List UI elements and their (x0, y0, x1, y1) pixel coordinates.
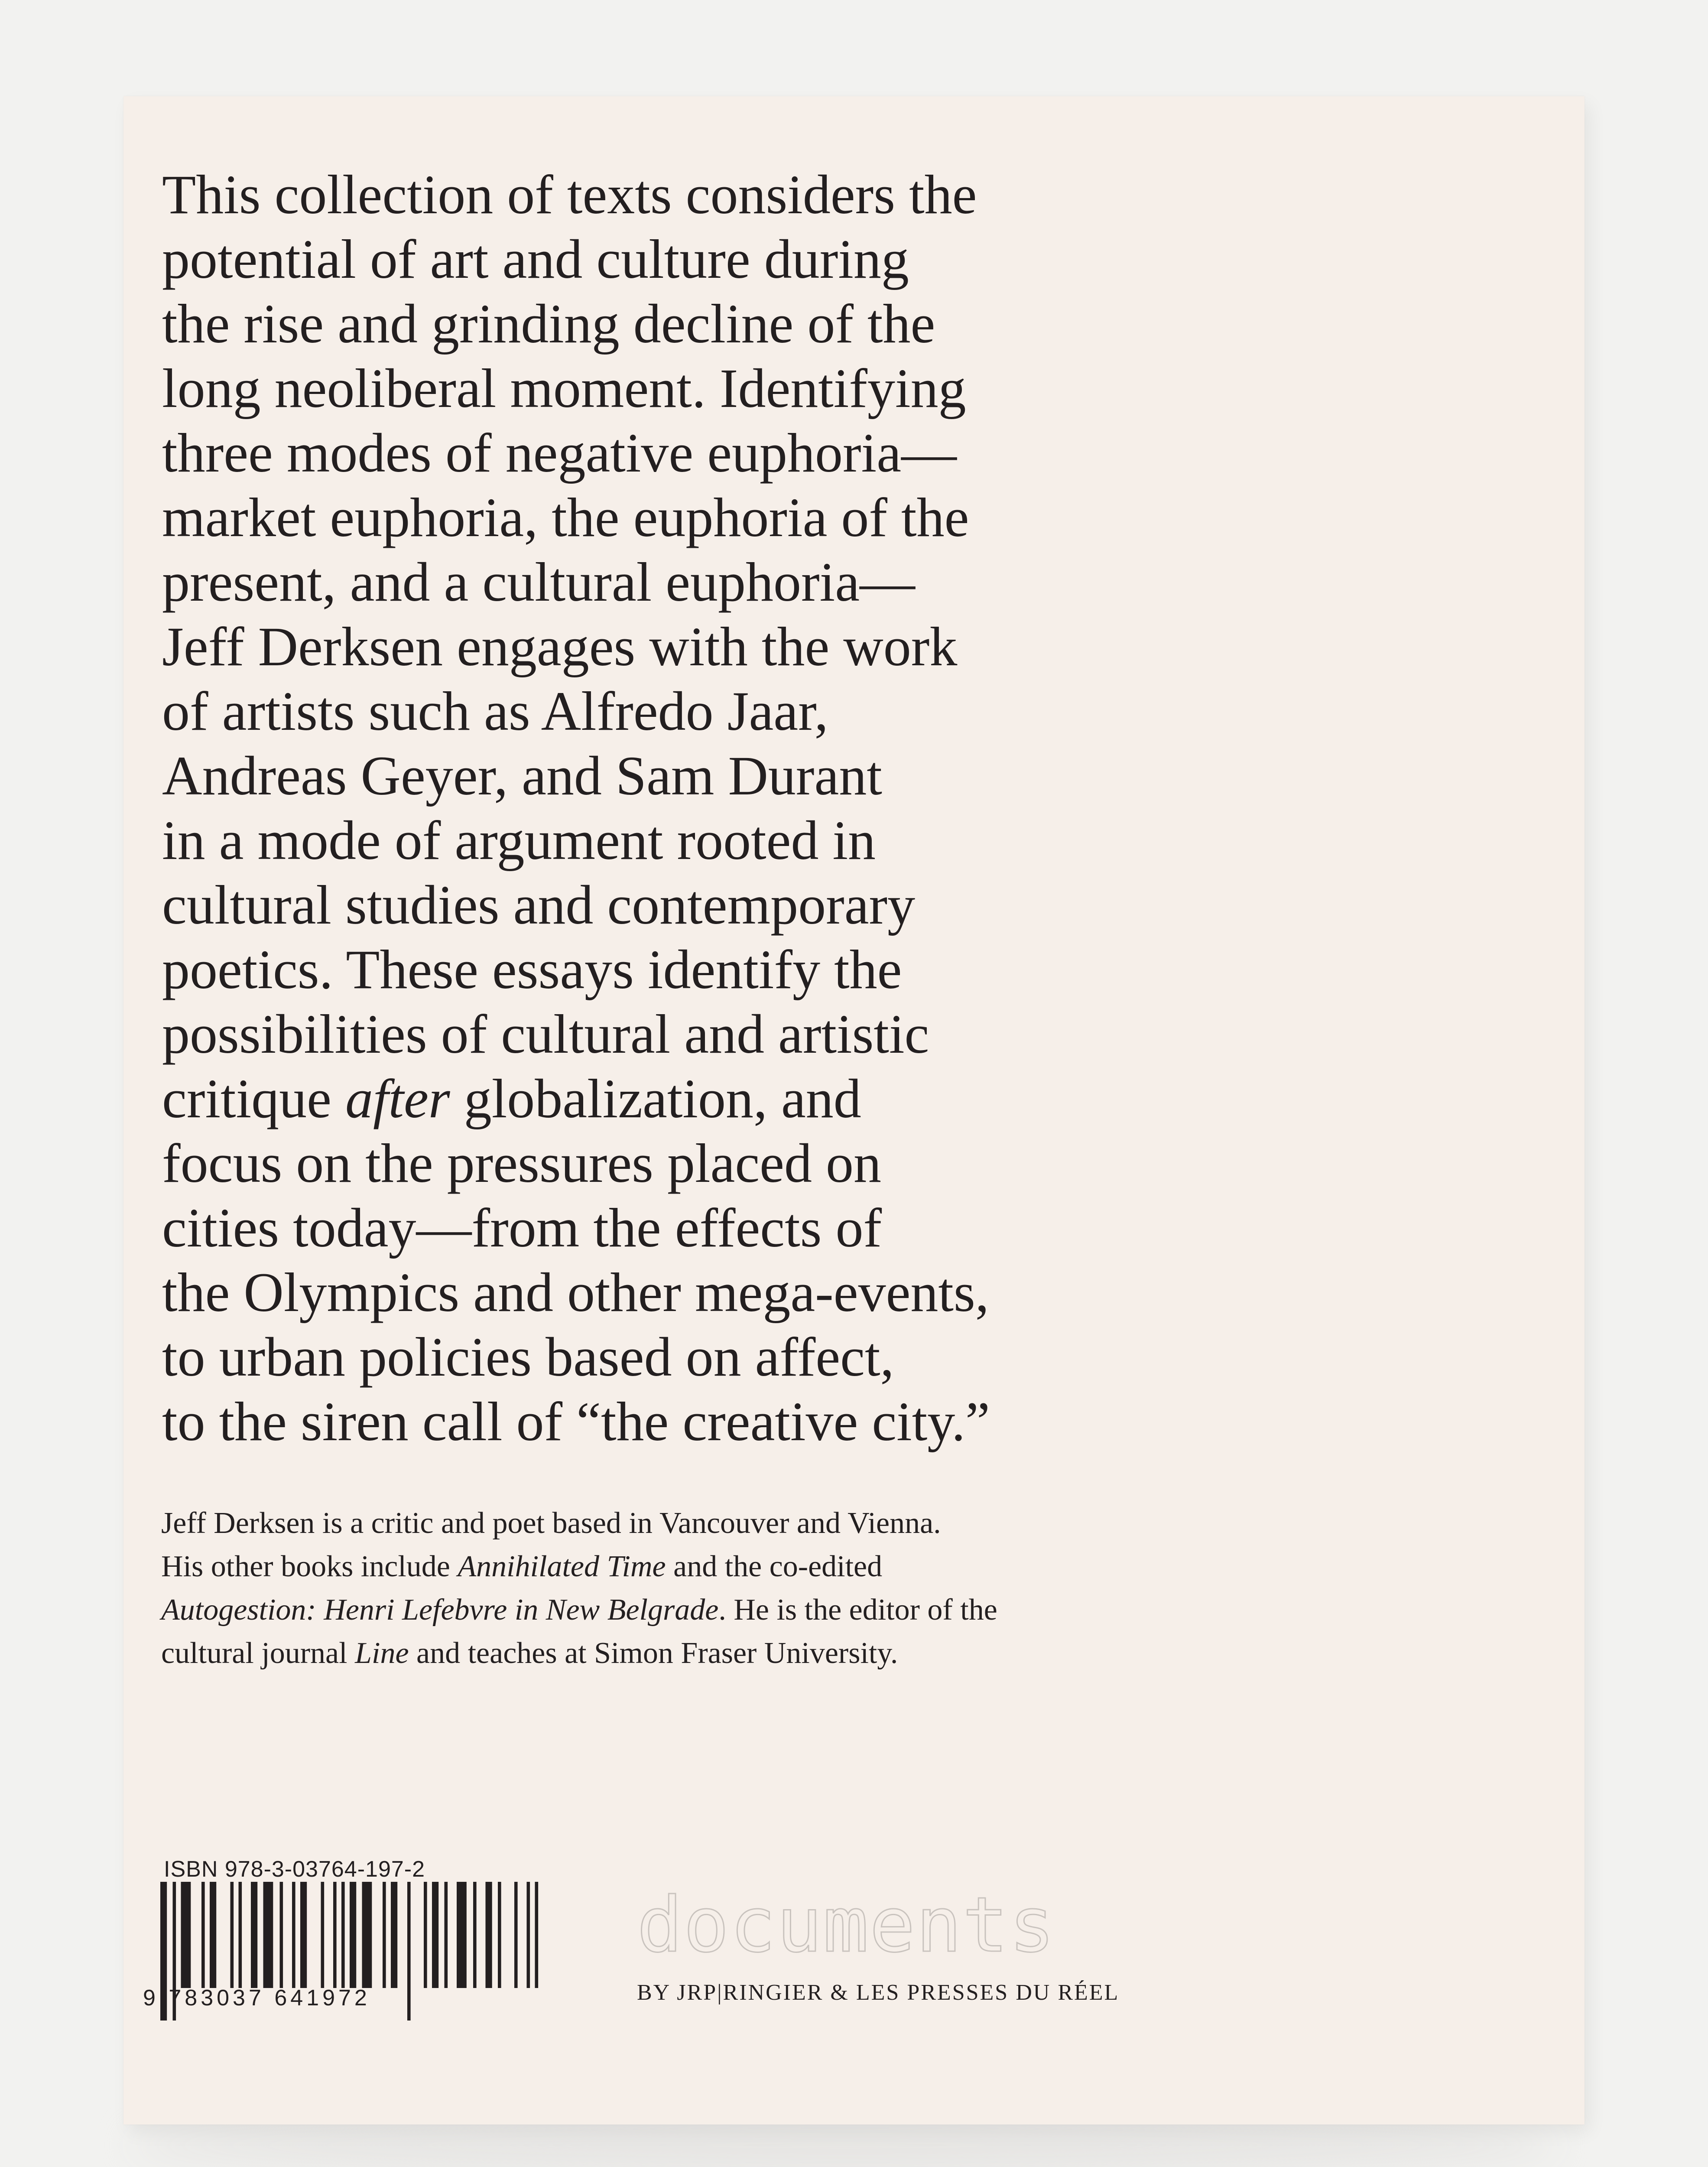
blurb-line: focus on the pressures placed on (162, 1132, 881, 1194)
barcode-bar (432, 1882, 438, 1988)
blurb-line: long neoliberal moment. Identifying (162, 358, 966, 419)
barcode-bar (231, 1882, 234, 1988)
barcode-bar (383, 1882, 386, 1988)
blurb-line: of artists such as Alfredo Jaar, (162, 680, 828, 742)
barcode-bar (333, 1882, 337, 1988)
blurb-line: Jeff Derksen engages with the work (162, 616, 958, 677)
barcode-bar (445, 1882, 448, 1988)
barcode-bar (280, 1882, 283, 1988)
blurb-italic-word: after (345, 1068, 450, 1129)
book-title: Autogestion: Henri Lefebvre in New Belgrade (161, 1593, 719, 1627)
barcode-bar (498, 1882, 501, 1988)
publisher-line: BY JRP|RINGIER & LES PRESSES DU RÉEL (637, 1980, 1120, 2005)
blurb-text-fragment: globalization, and (450, 1068, 861, 1129)
bio-line (161, 1632, 1210, 1675)
blurb-line: possibilities of cultural and artistic (162, 1003, 929, 1065)
barcode-bar (514, 1882, 518, 1988)
barcode-bar (350, 1882, 356, 1988)
barcode-bar (300, 1882, 307, 1988)
book-title: Annihilated Time (458, 1550, 666, 1583)
isbn-label: ISBN 978-3-03764-197-2 (164, 1857, 425, 1882)
barcode-bar (535, 1882, 539, 1988)
bio-line (161, 1545, 1210, 1588)
barcode-bar (201, 1882, 205, 1988)
barcode-bar (341, 1882, 345, 1988)
bio-text-fragment: . He is the editor of the (718, 1593, 997, 1627)
barcode-bar (473, 1882, 477, 1988)
blurb-text-fragment: critique (162, 1068, 345, 1129)
barcode-bar (239, 1882, 242, 1988)
bio-line (161, 1588, 1210, 1632)
bio-line: Jeff Derksen is a critic and poet based in Vancouver and Vienna. (161, 1506, 941, 1540)
blurb-line: Andreas Geyer, and Sam Durant (162, 745, 882, 807)
barcode-bar (181, 1882, 191, 1988)
author-bio (161, 1502, 1210, 1675)
blurb-line: potential of art and culture during (162, 228, 909, 290)
bio-text-fragment: and the co-edited (666, 1550, 883, 1583)
barcode-digits: 9 783037 641972 (143, 1985, 370, 2011)
barcode-bar (210, 1882, 216, 1988)
blurb-line: poetics. These essays identify the (162, 939, 902, 1000)
barcode-bar (407, 1882, 411, 2021)
blurb-line: the rise and grinding decline of the (162, 293, 935, 355)
barcode-bar (251, 1882, 257, 1988)
barcode-bar (391, 1882, 397, 1988)
blurb-line: three modes of negative euphoria— (162, 422, 957, 484)
blurb-line: in a mode of argument rooted in (162, 810, 876, 871)
blurb-line: market euphoria, the euphoria of the (162, 487, 969, 548)
blurb-line: cultural studies and contemporary (162, 874, 916, 936)
journal-title: Line (355, 1637, 409, 1670)
blurb-line (162, 1067, 1228, 1131)
bio-text-fragment: His other books include (161, 1550, 458, 1583)
blurb-line: cities today—from the effects of (162, 1197, 882, 1259)
blurb-line: to the siren call of “the creative city.” (162, 1391, 990, 1452)
barcode-bar (424, 1882, 427, 1988)
barcode-bar (321, 1882, 325, 1988)
barcode-bar (292, 1882, 295, 1988)
bio-text-fragment: cultural journal (161, 1637, 355, 1670)
barcode-bar (263, 1882, 273, 1988)
barcode-bar (527, 1882, 530, 1988)
barcode-bar (457, 1882, 467, 1988)
blurb-line: the Olympics and other mega-events, (162, 1262, 989, 1323)
bio-text-fragment: and teaches at Simon Fraser University. (409, 1637, 898, 1670)
barcode-bar (486, 1882, 492, 1988)
barcode-bar (362, 1882, 372, 1988)
blurb-line: present, and a cultural euphoria— (162, 551, 915, 613)
blurb-line: to urban policies based on affect, (162, 1326, 894, 1388)
documents-logo: documents (637, 1881, 1056, 1969)
blurb-text (162, 163, 1228, 1454)
blurb-line: This collection of texts considers the (162, 164, 977, 225)
